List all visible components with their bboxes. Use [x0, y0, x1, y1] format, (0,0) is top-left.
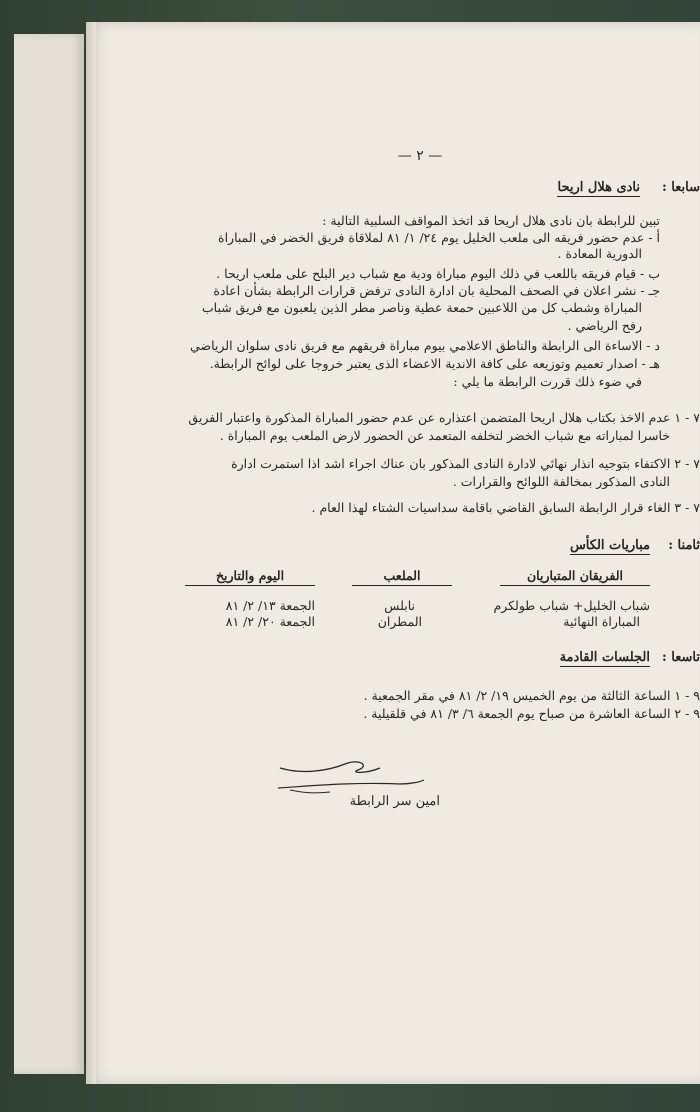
- section9-title: الجلسات القادمة: [559, 650, 650, 665]
- table-row1-teams: شباب الخليل+ شباب طولكرم: [493, 598, 650, 613]
- decision-7-2: ٧ - ٢ الاكتفاء بتوجيه انذار نهائي لادارة النادى المذكور بان عناك اجراء اشد اذا استمرت ادارة: [231, 456, 700, 471]
- table-header-date: اليوم والتاريخ: [185, 568, 315, 586]
- section8-title: مباريات الكأس: [569, 538, 650, 553]
- section9-item-1: ٩ - ١ الساعة الثالثة من يوم الخميس ١٩/ ٢/ ٨١ في مقر الجمعية .: [363, 688, 700, 703]
- decision-7-1: ٧ - ١ عدم الاخذ بكتاب هلال اريحا المتضمن اعتذاره عن عدم حضور المباراة المذكورة واعتبار الفريق: [188, 410, 700, 425]
- decision-7-1-cont: خاسرا لمباراته مع شباب الخضر لتخلفه المتعمد عن الحضور لارض الملعب يوم المباراة .: [219, 428, 670, 443]
- section8-label: ثامنا :: [668, 538, 700, 553]
- section7-item-e: هـ - اصدار تعميم وتوزيعه على كافة الاندية الاعضاء الذى يعتبر خروجا على لوائح الرابطة.: [209, 356, 660, 371]
- document-content: [110, 0, 700, 1112]
- section7-item-a: أ - عدم حضور فريقه الى ملعب الخليل يوم ٢٤/ ١/ ٨١ لملاقاة فريق الخضر في المباراة: [218, 230, 660, 245]
- section9-item-2: ٩ - ٢ الساعة العاشرة من صباح يوم الجمعة ٦/ ٣/ ٨١ في قلقيلية .: [363, 706, 700, 721]
- section9-label: تاسعا :: [661, 650, 700, 665]
- section7-item-b: ب - قيام فريقه باللعب في ذلك اليوم مباراة ودية مع شباب دير البلح على ملعب اريحا .: [216, 266, 660, 281]
- section7-item-d: د - الاساءة الى الرابطة والناطق الاعلامي بيوم مباراة فريقهم مع فريق نادى سلوان الرياضي: [190, 338, 660, 353]
- table-row2-venue: المطران: [377, 614, 422, 629]
- decision-7-2-cont: النادى المذكور بمخالفة اللوائح والقرارات .: [452, 474, 670, 489]
- section7-item-c-cont2: رفح الرياضي .: [567, 318, 642, 333]
- page-gutter: [86, 22, 96, 1084]
- previous-page-edge: [14, 34, 84, 1074]
- section7-intro: تبين للرابطة بان نادى هلال اريحا قد اتخذ المواقف السلبية التالية :: [322, 213, 660, 228]
- section7-title: نادى هلال اريحا: [557, 180, 640, 195]
- table-row2-teams: المباراة النهائية: [563, 614, 640, 629]
- section7-conclusion: في ضوء ذلك قررت الرابطة ما يلي :: [453, 374, 642, 389]
- table-header-venue: الملعب: [352, 568, 452, 586]
- table-row1-venue: نابلس: [384, 598, 415, 613]
- section7-item-c: جـ - نشر اعلان في الصحف المحلية بان ادارة النادى ترفض قرارات الرابطة بشأن اعادة: [213, 283, 660, 298]
- section7-item-c-cont: المباراة وشطب كل من اللاعبين حمعة عطية وناصر مطر الذين يلعبون مع فريق شباب: [201, 300, 642, 315]
- decision-7-3: ٧ - ٣ الغاء قرار الرابطة السابق القاضي باقامة سداسيات الشتاء لهذا العام .: [311, 500, 700, 515]
- table-header-teams: الفريقان المتباريان: [500, 568, 650, 586]
- section7-item-a-cont: الدورية المعادة .: [557, 246, 642, 261]
- signature-caption: امين سر الرابطة: [349, 794, 440, 809]
- page-number: — ٢ —: [397, 148, 443, 164]
- table-row1-date: الجمعة ١٣/ ٢/ ٨١: [225, 598, 315, 613]
- table-row2-date: الجمعة ٢٠/ ٢/ ٨١: [225, 614, 315, 629]
- section7-label: سابعا :: [661, 180, 700, 195]
